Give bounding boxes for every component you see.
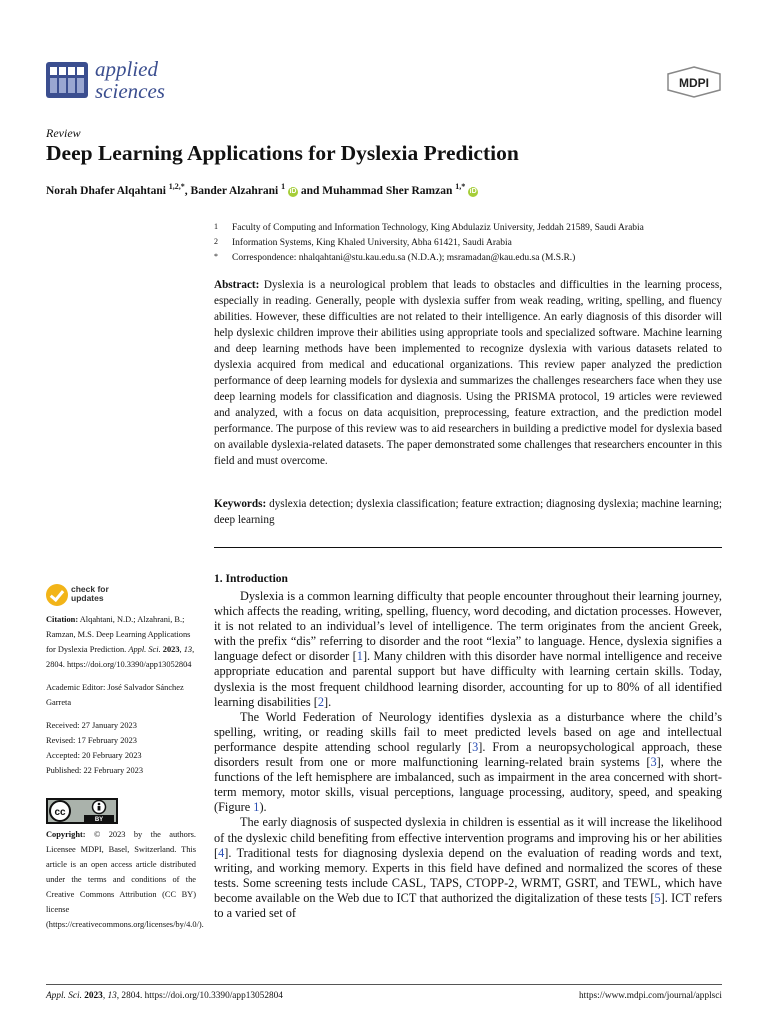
author-name[interactable]: Muhammad Sher Ramzan bbox=[322, 184, 453, 197]
body-text-segment: Dyslexia is a common learning difficulty that people encounter throughout their learning journey, which affects the reading, writing, spelling, fluency, word decoding, and dictation processes. However, it is not related to an individual’s level of intelligence. The term originates from the ancient Greek, with the prefix “dis” referring to disorder and the root “lexia” to language. Hence, dyslexia signifies a language defect or disorder [ bbox=[214, 589, 722, 664]
article-title: Deep Learning Applications for Dyslexia Prediction bbox=[46, 141, 519, 165]
author-affiliation-marker: 1 bbox=[281, 182, 286, 191]
check-icon bbox=[46, 584, 68, 606]
orcid-icon[interactable]: iD bbox=[289, 187, 297, 195]
body-text-segment: ]. Many children with this disorder have normal intelligence and receive appropriate education and parental support but have difficulty with learning certain skills. Today, dyslexia is the most frequent childhood learning disorder, accounting for up to 80% of all identified learning disabilities [ bbox=[214, 649, 722, 709]
affiliation-marker: * bbox=[214, 252, 218, 261]
svg-text:cc: cc bbox=[54, 807, 66, 818]
citation-volume: 13 bbox=[183, 645, 193, 654]
cc-by-label: BY bbox=[94, 817, 104, 823]
affiliation-item bbox=[214, 221, 724, 236]
author-affiliation-marker: 1,2,* bbox=[168, 182, 185, 191]
mdpi-logo[interactable] bbox=[666, 66, 722, 98]
footer-volume: 13 bbox=[107, 991, 117, 1001]
body-text-segment: ]. ICT refers to a varied set of bbox=[214, 890, 723, 920]
footer-citation: Appl. Sci. 2023, 13, 2804. https://doi.org/10.3390/app13052804 bbox=[46, 991, 283, 1001]
affiliation-item bbox=[214, 236, 724, 251]
journal-emblem-icon bbox=[46, 62, 88, 98]
body-paragraph bbox=[214, 589, 722, 710]
affiliation-text: Faculty of Computing and Information Technology, King Abdulaziz University, Jeddah 21589, Saudi Arabia bbox=[232, 223, 644, 233]
citation-journal: Appl. Sci. bbox=[128, 645, 161, 654]
footer-journal-url[interactable]: https://www.mdpi.com/journal/applsci bbox=[579, 991, 722, 1001]
affiliation-marker: 2 bbox=[214, 237, 218, 246]
footer-year: 2023 bbox=[84, 991, 103, 1001]
body-text-segment: The early diagnosis of suspected dyslexia in children is essential as it will increase the likelihood of the dyslexic child benefiting from effective intervention programs and improving his or her abilities [ bbox=[214, 815, 722, 860]
journal-logo[interactable] bbox=[46, 58, 196, 108]
academic-editor: Academic Editor: José Salvador Sánchez Garreta bbox=[46, 683, 184, 707]
abstract-label: Abstract: bbox=[214, 279, 260, 291]
footer-doi[interactable]: , 2804. https://doi.org/10.3390/app13052804 bbox=[116, 991, 283, 1001]
reference-link[interactable]: 2 bbox=[317, 694, 324, 709]
citation-doi[interactable]: , 2804. https://doi.org/10.3390/app13052804 bbox=[46, 645, 195, 669]
abstract-text: Dyslexia is a neurological problem that leads to obstacles and difficulties in the learning process, especially in reading. Generally, people with dyslexia suffer from weak reading, writing, spelling, and fluency abilities. However, these difficulties are not related to their intelligence. An early diagnosis of this disorder will help dyslexic children improve their abilities using appropriate tools and specialized software. Machine learning and deep learning methods have been implemented to recognize dyslexia with various datasets related to dyslexia acquired from medical and educational organizations. This review paper analyzed the prediction performance of deep learning models for dyslexia and summarizes the challenges researchers face when they use deep learning models for classification and diagnosis. Using the PRISMA protocol, 19 articles were reviewed and analyzed, with a focus on data acquisition, preprocessing, feature extraction, and the prediction model performance. The purpose of this review was to aid researchers in building a predictive model for dyslexia based on available dyslexia-related datasets. The paper demonstrated some challenges that researchers encounter in this field and must overcome. bbox=[214, 279, 723, 467]
affiliation-marker: 1 bbox=[214, 222, 218, 231]
footer-divider bbox=[46, 984, 722, 985]
reference-link[interactable]: 5 bbox=[654, 890, 661, 905]
keywords-text: dyslexia detection; dyslexia classification; feature extraction; diagnosing dyslexia; machine learning; deep learning bbox=[214, 498, 723, 526]
article-type: Review bbox=[46, 126, 81, 140]
body-text-segment: ]. From a neuropsychological approach, these disorders result from one or more malfunctioning learning-related brain systems [ bbox=[214, 739, 722, 770]
affiliation-item bbox=[214, 251, 724, 266]
reference-link[interactable]: 1 bbox=[253, 800, 260, 815]
author-name[interactable]: Bander Alzahrani bbox=[190, 184, 279, 197]
reference-link[interactable]: 3 bbox=[650, 755, 657, 770]
body-text-segment: ], where the functions of the left hemisphere are imbalanced, such as impairment in the area concerned with short-term memory, motor skills, visual perceptions, language processing, auditory, speed, and speaking (Figure bbox=[214, 755, 722, 815]
citation-block: Citation: Alqahtani, N.D.; Alzahrani, B.; Ramzan, M.S. Deep Learning Applications for Dyslexia Prediction. Appl. Sci. 2023, 13, 2804. https://doi.org/10.3390/app13052804 bbox=[46, 615, 195, 669]
section-heading-introduction: 1. Introduction bbox=[214, 573, 288, 585]
orcid-icon[interactable]: iD bbox=[469, 187, 477, 195]
body-text-segment: ]. Traditional tests for diagnosing dyslexia depend on the evaluation of reading words and text, writing, and working memory. Experts in this field have defined and normalized the scores of these tests. Some screening tests include CASL, TAPS, CTOPP-2, WRMT, GSRT, and TEWL, which have become available on the Web due to ICT that authorized the digitalization of these tests [ bbox=[214, 845, 722, 905]
mdpi-wordmark: MDPI bbox=[679, 76, 709, 90]
body-text-segment: The World Federation of Neurology identifies dyslexia as a disturbance where the child’s spelling, writing, or reading skills fail to meet predicted levels based on age and intellectual performance despite attending school regularly [ bbox=[214, 709, 722, 754]
date-received: Received: 27 January 2023 bbox=[46, 721, 137, 730]
affiliations bbox=[214, 221, 724, 266]
mdpi-hexagon-icon bbox=[666, 66, 722, 98]
journal-name: applied sciences bbox=[95, 57, 165, 103]
date-accepted: Accepted: 20 February 2023 bbox=[46, 751, 142, 760]
footer-journal: Appl. Sci. bbox=[46, 991, 82, 1001]
check-for-updates-badge[interactable] bbox=[46, 584, 146, 608]
check-updates-label: check for updates bbox=[71, 584, 109, 603]
sidebar bbox=[46, 612, 196, 786]
citation-year: 2023 bbox=[162, 645, 180, 654]
keywords bbox=[214, 496, 722, 528]
reference-link[interactable]: 4 bbox=[218, 845, 225, 860]
introduction-body bbox=[214, 589, 722, 921]
date-revised: Revised: 17 February 2023 bbox=[46, 736, 137, 745]
cc-by-license-icon[interactable] bbox=[46, 798, 118, 824]
correspondence-text[interactable]: Correspondence: nhalqahtani@stu.kau.edu.sa (N.D.A.); msramadan@kau.edu.sa (M.S.R.) bbox=[232, 253, 576, 263]
citation-label: Citation: bbox=[46, 615, 79, 624]
copyright-text: © 2023 by the authors. Licensee MDPI, Basel, Switzerland. This article is an open access article distributed under the terms and conditions of the Creative Commons Attribution (CC BY) license (https://creativecommons.org/licenses/by/4.0/). bbox=[46, 830, 204, 929]
citation-text: Alqahtani, N.D.; Alzahrani, B.; Ramzan, M.S. Deep Learning Applications for Dyslexia Prediction. bbox=[46, 615, 191, 654]
copyright-label: Copyright: bbox=[46, 830, 86, 839]
affiliation-text: Information Systems, King Khaled University, Abha 61421, Saudi Arabia bbox=[232, 238, 512, 248]
date-published: Published: 22 February 2023 bbox=[46, 766, 144, 775]
keywords-label: Keywords: bbox=[214, 498, 267, 510]
author-separator: , bbox=[184, 184, 191, 197]
author-affiliation-marker: 1,* bbox=[455, 182, 466, 191]
body-paragraph bbox=[214, 815, 722, 921]
dates-block bbox=[46, 718, 196, 778]
body-paragraph bbox=[214, 710, 722, 816]
copyright-block bbox=[46, 827, 204, 932]
cc-by-badge-icon bbox=[46, 798, 118, 824]
body-text-segment: ). bbox=[259, 800, 267, 815]
body-text-segment: ]. bbox=[323, 694, 332, 709]
author-list bbox=[46, 182, 478, 197]
author-name[interactable]: Norah Dhafer Alqahtani bbox=[46, 184, 166, 197]
abstract bbox=[214, 277, 722, 469]
reference-link[interactable]: 1 bbox=[356, 649, 363, 664]
section-divider bbox=[214, 547, 722, 548]
reference-link[interactable]: 3 bbox=[472, 739, 479, 754]
author-separator: and bbox=[297, 184, 323, 197]
